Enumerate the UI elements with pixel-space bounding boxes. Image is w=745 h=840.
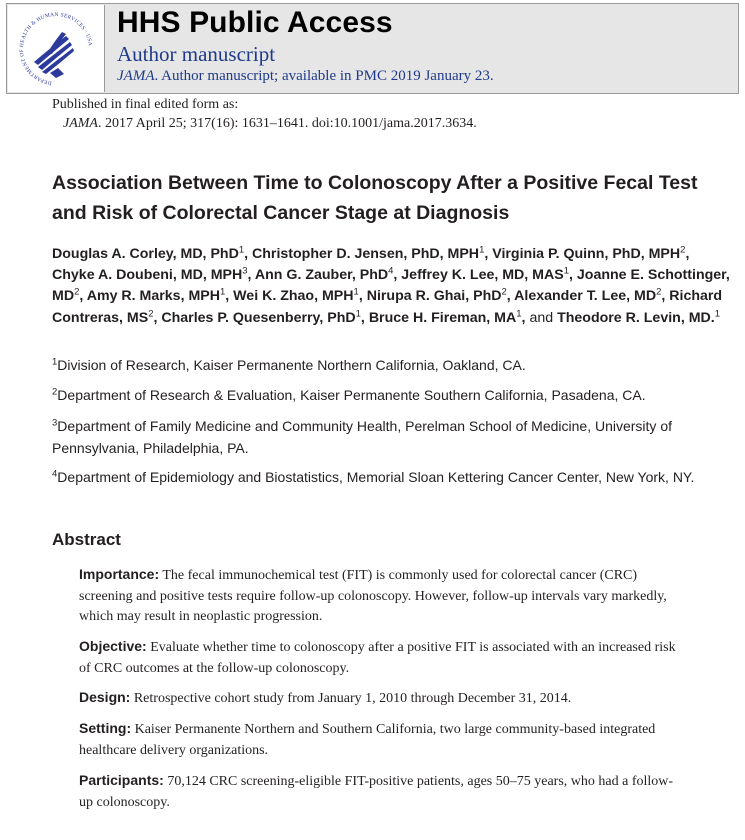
affiliation-marker: 1	[563, 265, 570, 277]
author: Joanne E. Schottinger, MD	[52, 267, 730, 305]
section-text: 70,124 CRC screening-eligible FIT-positive patients, ages 50–75 years, who had a follow-up colonoscopy.	[79, 774, 674, 810]
abstract-setting	[79, 718, 679, 761]
author: Jeffrey K. Lee, MD, MAS	[401, 267, 564, 284]
section-label: Importance:	[79, 566, 160, 582]
author: Chyke A. Doubeni, MD, MPH	[52, 267, 243, 284]
citation-journal: JAMA	[63, 116, 98, 131]
section-label: Objective:	[79, 638, 147, 654]
published-info	[52, 95, 477, 133]
affiliation-text: Department of Research & Evaluation, Kaiser Permanente Southern California, Pasadena, CA.	[57, 387, 646, 403]
affiliation-marker: 1	[714, 307, 721, 319]
citation-text: . 2017 April 25; 317(16): 1631–1641. doi:10.1001/jama.2017.3634.	[97, 116, 477, 131]
affiliation-4	[52, 467, 732, 489]
author: Wei K. Zhao, MPH	[233, 288, 354, 305]
published-label: Published in final edited form as:	[52, 97, 239, 112]
affiliation-3	[52, 416, 732, 459]
author-manuscript-label: Author manuscript	[117, 42, 276, 66]
affiliation-marker: 2	[501, 286, 507, 298]
availability-text: . Author manuscript; available in PMC 2019 January 23.	[154, 68, 494, 84]
author: Richard Contreras, MS	[52, 288, 723, 326]
section-text: The fecal immunochemical test (FIT) is commonly used for colorectal cancer (CRC) screening and positive tests require follow-up colonoscopy. However, follow-up intervals vary markedly, which may result in neoplastic progression.	[79, 568, 667, 624]
affiliation-marker: 2	[656, 286, 662, 298]
affiliation-number: 1	[52, 356, 58, 368]
section-label: Participants:	[79, 772, 164, 788]
author: Douglas A. Corley, MD, PhD	[52, 246, 239, 262]
section-text: Retrospective cohort study from January 1, 2010 through December 31, 2014.	[133, 691, 572, 706]
affiliation-marker: 1	[238, 244, 245, 256]
affiliation-number: 2	[52, 386, 58, 398]
affiliation-2	[52, 385, 732, 407]
abstract-objective	[79, 636, 679, 679]
section-text: Kaiser Permanente Northern and Southern California, two large community-based integrated healthcare delivery organizations.	[79, 722, 656, 758]
affiliation-marker: 1	[516, 307, 522, 319]
journal-name: JAMA	[117, 68, 155, 84]
affiliation-marker: 3	[242, 265, 248, 277]
author: Charles P. Quesenberry, PhD	[161, 309, 356, 326]
section-text: Evaluate whether time to colonoscopy after a positive FIT is associated with an increased risk of CRC outcomes at the follow-up colonoscopy.	[79, 640, 676, 676]
author: Amy R. Marks, MPH	[86, 288, 220, 305]
availability-line	[117, 66, 494, 86]
affiliation-1	[52, 355, 732, 377]
affiliation-marker: 1	[355, 307, 361, 319]
authors-and: and	[529, 309, 554, 326]
abstract-participants	[79, 770, 679, 813]
affiliation-text: Department of Family Medicine and Community Health, Perelman School of Medicine, University of Pennsylvania, Philadelphia, PA.	[52, 418, 672, 456]
section-label: Setting:	[79, 720, 132, 736]
author: Christopher D. Jensen, PhD, MPH	[252, 246, 480, 262]
author: Theodore R. Levin, MD.	[557, 309, 715, 326]
affiliation-marker: 2	[148, 307, 154, 319]
citation	[52, 114, 477, 133]
affiliation-marker: 2	[680, 244, 686, 256]
hhs-eagle-seal-icon	[14, 10, 98, 88]
abstract-design	[79, 687, 679, 710]
author: Alexander T. Lee, MD	[514, 288, 657, 305]
author: Ann G. Zauber, PhD	[254, 267, 389, 284]
abstract-heading: Abstract	[52, 530, 121, 549]
author: Nirupa R. Ghai, PhD	[366, 288, 502, 305]
hhs-public-access-title: HHS Public Access	[117, 6, 393, 39]
hhs-logo	[8, 5, 105, 92]
affiliation-text: Division of Research, Kaiser Permanente Northern California, Oakland, CA.	[57, 357, 526, 373]
affiliation-text: Department of Epidemiology and Biostatistics, Memorial Sloan Kettering Cancer Center, New York, NY.	[57, 469, 695, 485]
author: Bruce H. Fireman, MA	[368, 309, 517, 326]
affiliation-marker: 2	[74, 286, 80, 298]
abstract-importance	[79, 564, 679, 628]
affiliation-marker: 1	[479, 244, 485, 256]
affiliation-marker: 1	[219, 286, 226, 298]
author-list: Douglas A. Corley, MD, PhD$^1$, Christopher D. Jensen, PhD, MPH$^1$, Virginia P. Quinn, PhD, MPH$^2$, Chyke A. Doubeni, MD, MPH$^3$, Ann G. Zauber, PhD$^4$, Jeffrey K. Lee, MD, MAS$^1$, Joanne E. Schottinger, $MD^2$, Amy R. Marks, MPH$^1$, Wei K. Zhao, MPH$^1$, Nirupa R. Ghai, PhD$^2$, Alexander T. Lee, $MD^2$, Richard Contreras, $MS^2$, Charles P. Quesenberry, PhD$^1$, Bruce H. Fireman, $MA^1$, and Theodore R. Levin, MD.$^1$	[52, 244, 730, 326]
article-title: Association Between Time to Colonoscopy After a Positive Fecal Test and Risk of Colorectal Cancer Stage at Diagnosis	[52, 172, 698, 224]
hhs-banner	[6, 3, 739, 94]
affiliation-marker: 4	[388, 265, 394, 277]
author: Virginia P. Quinn, PhD, MPH	[492, 246, 681, 262]
affiliation-marker: 1	[353, 286, 359, 298]
affiliation-number: 3	[52, 417, 58, 429]
svg-text:DEPARTMENT OF HEALTH & HUMAN S: DEPARTMENT OF HEALTH & HUMAN SERVICES · USA	[19, 11, 93, 86]
section-label: Design:	[79, 689, 131, 705]
affiliation-number: 4	[52, 468, 58, 480]
